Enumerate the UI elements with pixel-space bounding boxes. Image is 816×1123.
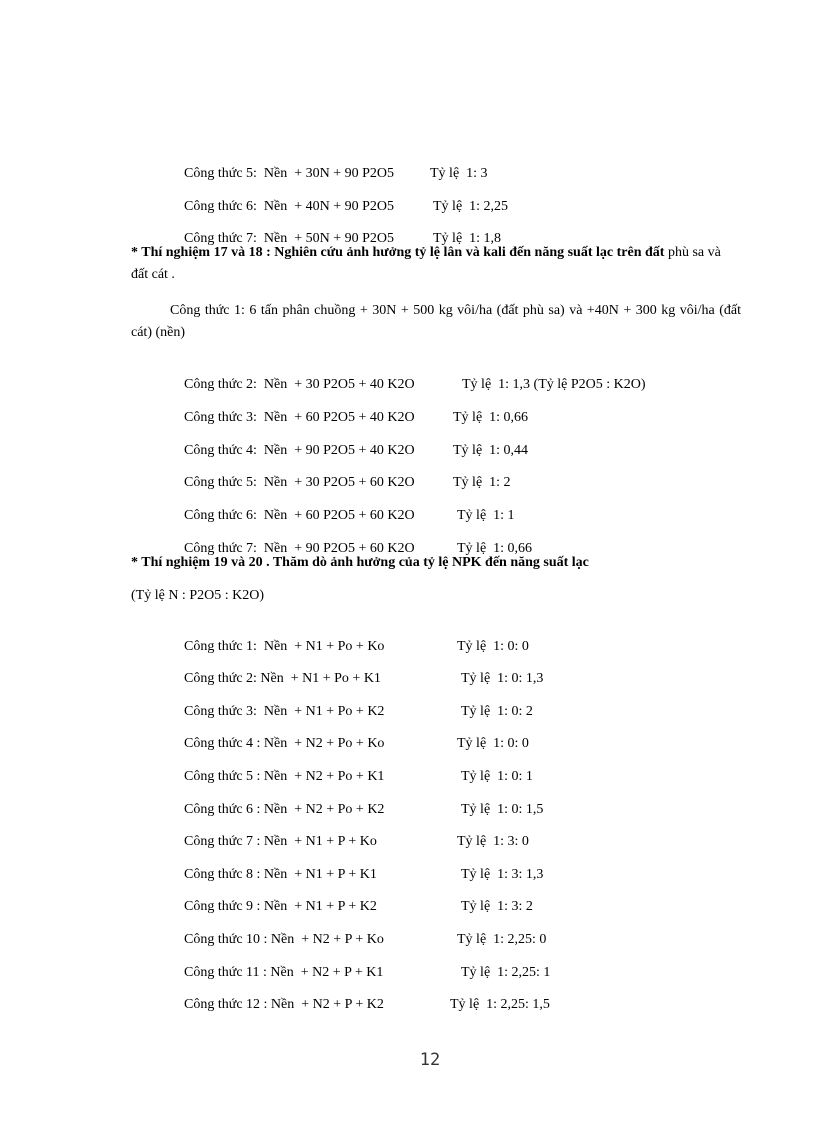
ratio-text: Tỷ lệ 1: 1,8 [433,231,502,246]
formula-text: Công thức 4 : Nền + N2 + Po + Ko [184,736,385,751]
ratio-text: Tỷ lệ 1: 0: 0 [457,736,529,751]
ratio-text: Tỷ lệ 1: 0,66 [453,410,529,425]
experiment-heading-bold: * Thí nghiệm 17 và 18 : Nghiên cứu ảnh hưởng tỷ lệ lân và kali đến năng suất lạc trên đất [131,245,665,260]
ratio-text: Tỷ lệ 1: 3: 0 [457,834,529,849]
formula-text: Công thức 3: Nền + N1 + Po + K2 [184,704,385,719]
ratio-text: Tỷ lệ 1: 2,25: 0 [457,932,547,947]
ratio-text: Tỷ lệ 1: 2,25: 1,5 [450,997,550,1012]
formula-text: Công thức 8 : Nền + N1 + P + K1 [184,867,377,882]
formula-text: Công thức 12 : Nền + N2 + P + K2 [184,997,384,1012]
ratio-text: Tỷ lệ 1: 0: 0 [457,639,529,654]
formula-text: Công thức 5: Nền + 30N + 90 P2O5 [184,166,395,181]
ratio-text: Tỷ lệ 1: 1,3 (Tỷ lệ P2O5 : K2O) [462,377,646,392]
formula-text: Công thức 10 : Nền + N2 + P + Ko [184,932,384,947]
ratio-text: Tỷ lệ 1: 0: 1 [461,769,533,784]
formula-text: Công thức 11 : Nền + N2 + P + K1 [184,965,384,980]
formula-text: Công thức 6 : Nền + N2 + Po + K2 [184,802,385,817]
formula-text: Công thức 7 : Nền + N1 + P + Ko [184,834,377,849]
formula-text: Công thức 7: Nền + 90 P2O5 + 60 K2O [184,541,415,556]
ratio-text: Tỷ lệ 1: 0,44 [453,443,529,458]
experiment-heading [131,552,741,574]
ratio-text: Tỷ lệ 1: 3: 2 [461,899,533,914]
ratio-text: Tỷ lệ 1: 3 [430,166,488,181]
experiment-heading-bold: * Thí nghiệm 19 và 20 . Thăm dò ảnh hưởng của tỷ lệ NPK đến năng suất lạc [131,555,589,570]
formula-line [170,978,550,1032]
base-formula-paragraph: Công thức 1: 6 tấn phân chuồng + 30N + 500 kg vôi/ha (đất phù sa) và +40N + 300 kg vôi/ha (đất cát) (nền) [131,303,741,340]
formula-text: Công thức 5: Nền + 30 P2O5 + 60 K2O [184,475,415,490]
formula-text: Công thức 3: Nền + 60 P2O5 + 40 K2O [184,410,415,425]
ratio-text: Tỷ lệ 1: 0: 2 [461,704,533,719]
experiment-heading-rest: phù sa và đất cát . [131,245,721,282]
ratio-text: Tỷ lệ 1: 1 [457,508,515,523]
experiment-heading [131,242,741,286]
formula-text: Công thức 2: Nền + N1 + Po + K1 [184,671,381,686]
ratio-text: Tỷ lệ 1: 0: 1,5 [461,802,544,817]
formula-text: Công thức 2: Nền + 30 P2O5 + 40 K2O [184,377,415,392]
page-number: 12 [419,1050,441,1070]
formula-text: Công thức 4: Nền + 90 P2O5 + 40 K2O [184,443,415,458]
formula-text: Công thức 9 : Nền + N1 + P + K2 [184,899,377,914]
formula-text: Công thức 1: Nền + N1 + Po + Ko [184,639,385,654]
ratio-text: Tỷ lệ 1: 0,66 [457,541,533,556]
ratio-text: Tỷ lệ 1: 2,25 [433,199,509,214]
formula-text: Công thức 6: Nền + 40N + 90 P2O5 [184,199,395,214]
ratio-text: Tỷ lệ 1: 3: 1,3 [461,867,544,882]
ratio-text: Tỷ lệ 1: 2 [453,475,511,490]
ratio-text: Tỷ lệ 1: 0: 1,3 [461,671,544,686]
formula-text: Công thức 5 : Nền + N2 + Po + K1 [184,769,385,784]
formula-text: Công thức 7: Nền + 50N + 90 P2O5 [184,231,395,246]
experiment-subheading: (Tỷ lệ N : P2O5 : K2O) [131,588,264,603]
ratio-text: Tỷ lệ 1: 2,25: 1 [461,965,551,980]
formula-text: Công thức 6: Nền + 60 P2O5 + 60 K2O [184,508,415,523]
